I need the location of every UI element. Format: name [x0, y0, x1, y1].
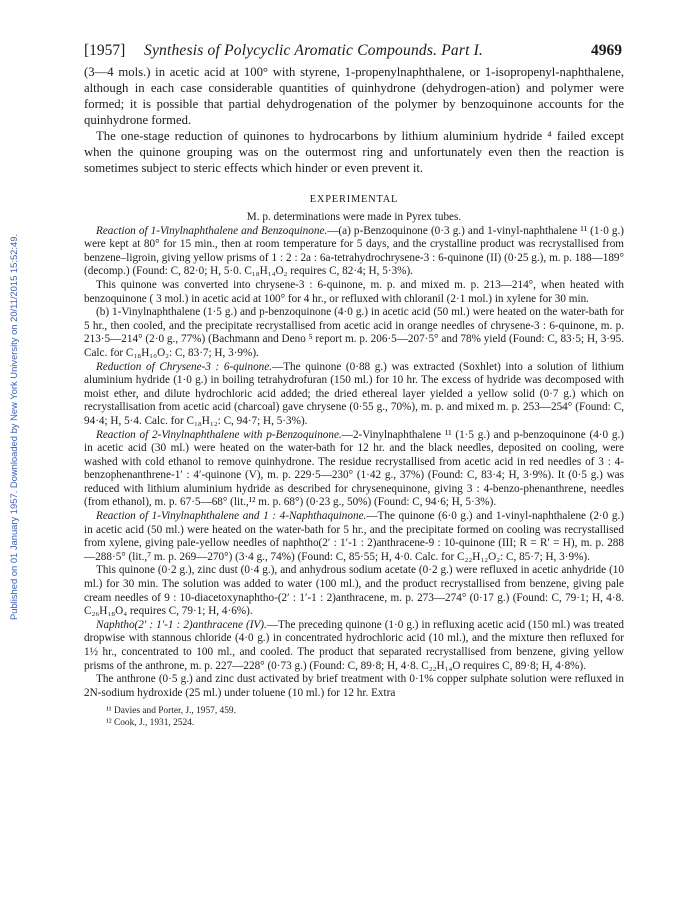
intro-text — [84, 64, 624, 176]
exp-paragraph: This quinone was converted into chrysene-3 : 6-quinone, m. p. and mixed m. p. 213—214°, when heated with benzoquinone ( 3 mol.) in acetic acid at 100° for 4 hr., or refluxed with chloranil (2·1 mol.) in xylene for 30 min. — [84, 278, 624, 305]
footnote: ¹¹ Davies and Porter, J., 1957, 459. — [106, 706, 236, 717]
running-header — [84, 42, 624, 64]
section-title: EXPERIMENTAL — [309, 194, 399, 205]
paragraph-heading: Reaction of 1-Vinylnaphthalene and Benzoquinone. — [96, 224, 328, 237]
footnotes — [84, 706, 624, 729]
header-title: Synthesis of Polycyclic Aromatic Compounds. Part I. — [144, 42, 484, 59]
exp-paragraph — [84, 619, 624, 673]
paragraph-body: —2-Vinylnaphthalene ¹¹ (1·5 g.) and p-benzoquinone (4·0 g.) in acetic acid (30 ml.) were heated on the water-bath for 12 hr. and the black needles, deposited on cooling, were washed with cold ethanol to remove quinhydrone. The residue recrystallised from acetic acid in red needles of 3 : 4-benzophenanthrene-1′ : 4′-quinone (V), m. p. 229·5—230° (1·42 g., 37%) (Found: C, 83·4; H, 3·9%). It (0·5 g.) was reduced with lithium aluminium hydride as described for chrysenequinone, giving 3 : 4-benzo-phenanthrene, needles (from ethanol), m. p. 67·5—68° (lit.,¹² m. p. 68°) (0·23 g., 50%) (Found: C, 94·6; H, 5·3%). — [84, 428, 624, 509]
exp-paragraph — [84, 361, 624, 429]
paragraph-heading: Reaction of 1-Vinylnaphthalene and 1 : 4-Naphthaquinone. — [96, 510, 367, 523]
download-watermark-text: Published on 01 January 1957. Downloaded by New York University on 20/11/2015 15:52:49. — [8, 233, 19, 620]
footnote: ¹² Cook, J., 1931, 2524. — [106, 717, 195, 728]
paragraph-heading: Naphtho(2′ : 1′-1 : 2)anthracene (IV). — [96, 618, 267, 631]
exp-paragraph: The anthrone (0·5 g.) and zinc dust activated by brief treatment with 0·1% copper sulphate solution were refluxed in 2N-sodium hydroxide (25 ml.) under toluene (10 ml.) for 12 hr. Extra — [84, 673, 624, 699]
paragraph-body: —The preceding quinone (1·0 g.) in refluxing acetic acid (150 ml.) was treated dropwise with stannous chloride (4·0 g.) in concentrated hydrochloric acid (10 ml.), and the mixture then refluxed for 1½ hr., concentrated to 100 ml., and cooled. The product that separated recrystallised from benzene, giving yellow prisms of the anthrone, m. p. 227—228° (0·73 g.) (Found: C, 89·8; H, 4·8. C₂₂H₁₄O requires C, 89·8; H, 4·8%). — [84, 618, 624, 672]
exp-paragraph: M. p. determinations were made in Pyrex tubes. — [246, 211, 462, 223]
paragraph-body: —The quinone (6·0 g.) and 1-vinyl-naphthalene (2·0 g.) in acetic acid (50 ml.) were heated on the water-bath for 5 hr., and the precipitate formed on cooling was recrystallised from xylene, giving pale-yellow needles of naphtho(2′ : 1′-1 : 2)anthracene-9 : 10-quinone (III; R = R′ = H), m. p. 288—288·5° (lit.,⁷ m. p. 269—270°) (3·4 g., 74%) (Found: C, 85·55; H, 4·0. Calc. for C₂₂H₁₂O₂: C, 85·7; H, 3·9%). — [84, 510, 624, 563]
experimental-section — [84, 211, 624, 700]
page-number: 4969 — [591, 42, 622, 59]
paragraph-heading: Reaction of 2-Vinylnaphthalene with p-Benzoquinone. — [96, 428, 342, 441]
exp-paragraph — [84, 225, 624, 279]
exp-paragraph: This quinone (0·2 g.), zinc dust (0·4 g.), and anhydrous sodium acetate (0·2 g.) were refluxed in acetic anhydride (10 ml.) for 30 min. The solution was added to water (100 ml.), and the product recrystallised from benzene, giving pale cream needles of 9 : 10-diacetoxynaphtho-(2′ : 1′-1 : 2)anthracene, m. p. 273—274° (0·17 g.) (Found: C, 79·1; H, 4·8. C₂₆H₁₈O₄ requires C, 79·1; H, 4·6%). — [84, 564, 624, 618]
paragraph-heading: Reduction of Chrysene-3 : 6-quinone. — [96, 360, 273, 373]
header-year: [1957] — [84, 42, 126, 59]
exp-paragraph — [84, 429, 624, 511]
intro-paragraph: (3—4 mols.) in acetic acid at 100° with styrene, 1-propenylnaphthalene, or 1-isopropenyl-naphthalene, although in each case considerable quantities of quinhydrone (dehydrogen-ation) and polymer were formed; it is possible that partial dehydrogenation of the polymer by benzoquinone accounts for the quinhydrone formed. — [84, 65, 624, 127]
exp-paragraph — [84, 510, 624, 564]
paragraph-body: —The quinone (0·88 g.) was extracted (Soxhlet) into a solution of lithium aluminium hydride (1·0 g.) in boiling tetrahydrofuran (150 ml.) for 10 hr. The excess of hydride was decomposed with moist ether, and dilute hydrochloric acid added; the dried ethereal layer yielded a yellow solid (0·7 g.) which on recrystallisation from acetic acid (charcoal) gave chrysene (0·55 g., 70%), m. p. and mixed m. p. 253—254° (Found: C, 94·4; H, 5·4. Calc. for C₁₈H₁₂: C, 94·7; H, 5·3%). — [84, 360, 624, 427]
paragraph-body: —(a) p-Benzoquinone (0·3 g.) and 1-vinyl-naphthalene ¹¹ (1·0 g.) were kept at 80° for 15 min., then at room temperature for 5 days, and the crystalline product was recrystallised from benzene–ligroin, giving yellow prisms of 1 : 2 : 2a : 6a-tetrahydrochrysene-3 : 6-quinone (II) (0·25 g.), m. p. 188—189° (decomp.) (Found: C, 82·0; H, 5·0. C₁₈H₁₄O₂ requires C, 82·4; H, 5·3%). — [84, 224, 624, 278]
download-watermark — [6, 16, 20, 626]
journal-page — [84, 42, 624, 729]
exp-paragraph: (b) 1-Vinylnaphthalene (1·5 g.) and p-benzoquinone (4·0 g.) in acetic acid (50 ml.) were heated on the water-bath for 5 hr., then cooled, and the precipitate recrystallised from acetic acid in orange needles of chrysene-3 : 6-quinone, m. p. 213·5—214° (2·0 g., 77%) (Bachmann and Deno ⁵ report m. p. 206·5—207·5° and 78% yield (Found: C, 83·5; H, 3·95. Calc. for C₁₈H₁₀O₂: C, 83·7; H, 3·9%). — [84, 306, 624, 359]
intro-paragraph: The one-stage reduction of quinones to hydrocarbons by lithium aluminium hydride ⁴ failed except when the quinone grouping was on the outermost ring and unfortunately even then the reaction is sometimes subject to steric effects which hinder or even prevent it. — [84, 129, 624, 175]
